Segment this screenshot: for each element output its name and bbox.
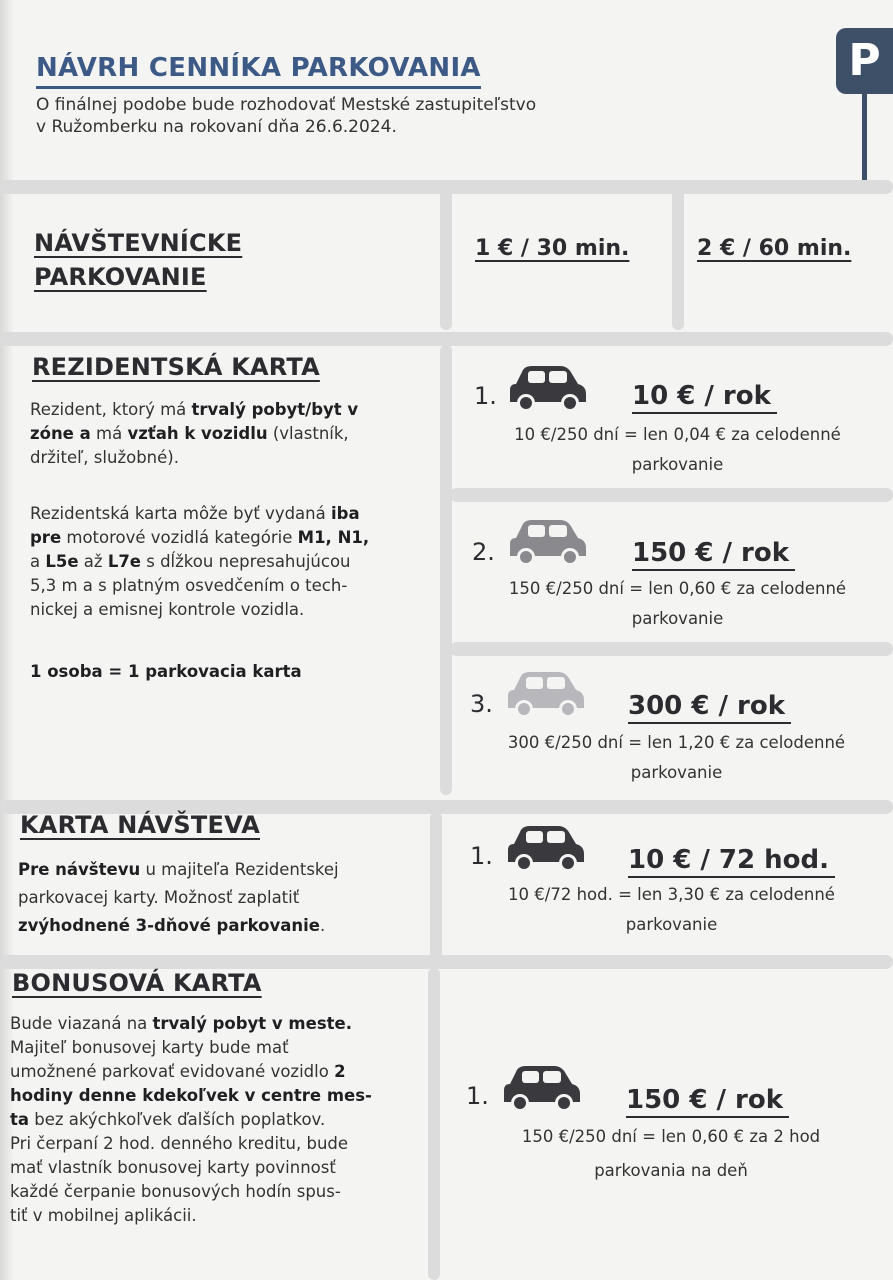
car-icon xyxy=(502,1064,582,1114)
bonus-desc-line-7: mať vlastník bonusovej karty povinnosť xyxy=(10,1158,336,1177)
resident-desc-1-line-2 xyxy=(30,422,430,446)
car-icon xyxy=(508,364,588,414)
page-subtitle xyxy=(36,94,676,138)
visit-desc-line-2: parkovacej karty. Možnosť zaplatiť xyxy=(18,888,300,907)
page-title: NÁVRH CENNÍKA PARKOVANIA xyxy=(36,50,481,89)
car-wheel xyxy=(518,703,530,715)
resident-tier-3-note-line-2: parkovanie xyxy=(630,763,723,782)
resident-desc-text: a xyxy=(30,552,46,571)
car-window xyxy=(526,831,543,843)
visit-desc xyxy=(18,856,428,940)
resident-desc-2-line-4: 5,3 m a s platným osvedčením o tech- xyxy=(30,576,348,595)
bonus-desc-line-6: Pri čerpaní 2 hod. denného kreditu, bude xyxy=(10,1134,349,1153)
resident-desc-2-line-1 xyxy=(30,502,435,526)
resident-tier-2-price: 150 € / rok xyxy=(632,537,795,571)
resident-tier-1-note-line-1: 10 €/250 dní = len 0,04 € za celodenné xyxy=(514,425,841,444)
resident-desc-text: (vlastník, xyxy=(267,424,349,443)
car-window xyxy=(522,1071,539,1083)
resident-desc-bold: pre xyxy=(30,528,62,547)
bonus-desc-bold: ta xyxy=(10,1110,30,1129)
car-wheel xyxy=(562,857,574,869)
parking-sign-pole xyxy=(862,94,867,190)
resident-desc-bold: trvalý pobyt/byt v xyxy=(191,400,359,419)
car-icon xyxy=(508,518,588,568)
car-window xyxy=(543,1071,561,1083)
divider-v-visit xyxy=(430,812,442,962)
resident-tier-3-note xyxy=(460,728,893,788)
visitor-price-60: 2 € / 60 min. xyxy=(697,236,852,261)
bonus-tier-price: 150 € / rok xyxy=(626,1084,789,1118)
resident-desc-2-line-2 xyxy=(30,526,435,550)
bonus-desc-line-3 xyxy=(10,1060,425,1084)
divider-v-resident xyxy=(440,345,452,795)
visitor-title-line-1: NÁVŠTEVNÍCKE xyxy=(34,229,243,257)
visit-desc-text: . xyxy=(319,916,326,935)
car-wheel xyxy=(520,551,532,563)
visit-desc-bold: Pre návštevu xyxy=(18,860,141,879)
resident-tier-1-note-line-2: parkovanie xyxy=(631,455,724,474)
bonus-desc-line-9: tiť v mobilnej aplikácii. xyxy=(10,1206,197,1225)
divider-v-bonus xyxy=(428,968,440,1280)
resident-desc-text: s dĺžkou nepresahujúcou xyxy=(141,552,351,571)
visit-desc-text: u majiteľa Rezidentskej xyxy=(140,860,339,879)
visit-tier-number: 1. xyxy=(470,842,493,870)
car-wheel xyxy=(562,703,574,715)
car-wheel xyxy=(564,397,576,409)
visitor-price-30: 1 € / 30 min. xyxy=(475,236,630,261)
resident-desc-2-line-3 xyxy=(30,550,435,574)
resident-tier-2-note-line-1: 150 €/250 dní = len 0,60 € za celodenné xyxy=(508,579,847,598)
bonus-section-title: BONUSOVÁ KARTA xyxy=(12,969,262,997)
car-wheel xyxy=(558,1097,570,1109)
subtitle-line-2: v Ružomberku na rokovaní dňa 26.6.2024. xyxy=(36,117,397,137)
resident-desc-3 xyxy=(30,660,302,684)
bonus-desc-line-8: každé čerpanie bonusových hodín spus- xyxy=(10,1182,341,1201)
resident-desc-1-line-3: držiteľ, služobné). xyxy=(30,448,179,467)
bonus-desc-text: Bude viazaná na xyxy=(10,1014,153,1033)
bonus-desc-bold: hodiny denne kdekoľvek v centre mes- xyxy=(10,1086,372,1105)
resident-one-card-note: 1 osoba = 1 parkovacia karta xyxy=(30,662,302,681)
bonus-desc-text: umožnené parkovať evidované vozidlo xyxy=(10,1062,335,1081)
resident-tier-3-note-line-1: 300 €/250 dní = len 1,20 € za celodenné xyxy=(507,733,846,752)
car-window xyxy=(549,525,567,537)
resident-tier-3-number: 3. xyxy=(470,690,493,718)
resident-section-title: REZIDENTSKÁ KARTA xyxy=(32,353,320,381)
car-window xyxy=(549,371,567,383)
visit-tier-note-line-2: parkovanie xyxy=(625,915,718,934)
subtitle-line-1: O finálnej podobe bude rozhodovať Mestské zastupiteľstvo xyxy=(36,95,537,115)
car-window xyxy=(526,677,543,689)
car-icon xyxy=(506,670,586,720)
resident-tier-2-note xyxy=(462,574,893,634)
visit-section-title: KARTA NÁVŠTEVA xyxy=(20,811,260,839)
resident-tier-3-price: 300 € / rok xyxy=(628,690,791,724)
bonus-tier-number: 1. xyxy=(466,1082,489,1110)
car-wheel xyxy=(520,397,532,409)
divider-v-visitor-1 xyxy=(440,190,452,330)
visit-desc-line-1 xyxy=(18,856,428,884)
resident-tier-2-note-line-2: parkovanie xyxy=(631,609,724,628)
bonus-desc-bold: 2 xyxy=(334,1062,346,1081)
resident-desc-text: až xyxy=(78,552,108,571)
car-window xyxy=(528,371,545,383)
bonus-tier-note-line-1: 150 €/250 dní = len 0,60 € za 2 hod xyxy=(521,1127,821,1146)
resident-desc-bold: vzťah k vozidlu xyxy=(127,424,268,443)
visit-tier-note xyxy=(450,880,893,940)
car-wheel xyxy=(564,551,576,563)
bonus-desc-line-1 xyxy=(10,1012,425,1036)
resident-desc-2-line-5: nickej a emisnej kontrole vozidla. xyxy=(30,600,305,619)
resident-desc-bold: L7e xyxy=(107,552,141,571)
resident-desc-bold: iba xyxy=(330,504,360,523)
car-window xyxy=(528,525,545,537)
car-wheel xyxy=(518,857,530,869)
bonus-tier-note xyxy=(456,1120,886,1188)
bonus-desc-line-5 xyxy=(10,1108,425,1132)
bonus-tier-note-line-2: parkovania na deň xyxy=(594,1161,748,1180)
resident-tier-1-price: 10 € / rok xyxy=(632,380,777,414)
resident-tier-1-note xyxy=(462,420,893,480)
visit-tier-note-line-1: 10 €/72 hod. = len 3,30 € za celodenné xyxy=(508,885,835,904)
car-wheel xyxy=(514,1097,526,1109)
visitor-title-line-2: PARKOVANIE xyxy=(34,263,207,291)
resident-desc-bold: zóne a xyxy=(30,424,91,443)
bonus-desc-bold: trvalý pobyt v meste. xyxy=(152,1014,352,1033)
bonus-desc xyxy=(10,1012,425,1228)
resident-desc-text: Rezident, ktorý má xyxy=(30,400,192,419)
car-window xyxy=(547,831,565,843)
resident-tier-2-number: 2. xyxy=(472,538,495,566)
resident-desc-bold: L5e xyxy=(45,552,79,571)
car-window xyxy=(547,677,565,689)
divider-resident-1 xyxy=(450,488,893,502)
resident-tier-1-number: 1. xyxy=(474,382,497,410)
resident-desc-text: má xyxy=(90,424,128,443)
bonus-desc-line-4 xyxy=(10,1084,425,1108)
visitor-section-title xyxy=(34,226,242,294)
resident-desc-text: motorové vozidlá kategórie xyxy=(61,528,298,547)
divider-v-visitor-2 xyxy=(672,190,684,330)
visit-tier-price: 10 € / 72 hod. xyxy=(628,844,835,878)
divider-resident-2 xyxy=(450,642,893,656)
resident-desc-1-line-1 xyxy=(30,398,430,422)
visit-desc-bold: zvýhodnené 3-dňové parkovanie xyxy=(18,916,320,935)
parking-sign-icon: P xyxy=(836,28,893,94)
bonus-desc-line-2: Majiteľ bonusovej karty bude mať xyxy=(10,1038,289,1057)
resident-desc-bold: M1, N1, xyxy=(297,528,370,547)
bonus-desc-text: bez akýchkoľvek ďalších poplatkov. xyxy=(29,1110,326,1129)
resident-desc-1 xyxy=(30,398,430,470)
resident-desc-2 xyxy=(30,502,435,622)
resident-desc-text: Rezidentská karta môže byť vydaná xyxy=(30,504,331,523)
divider-after-visitor xyxy=(0,332,893,346)
visit-desc-line-3 xyxy=(18,912,428,940)
car-icon xyxy=(506,824,586,874)
